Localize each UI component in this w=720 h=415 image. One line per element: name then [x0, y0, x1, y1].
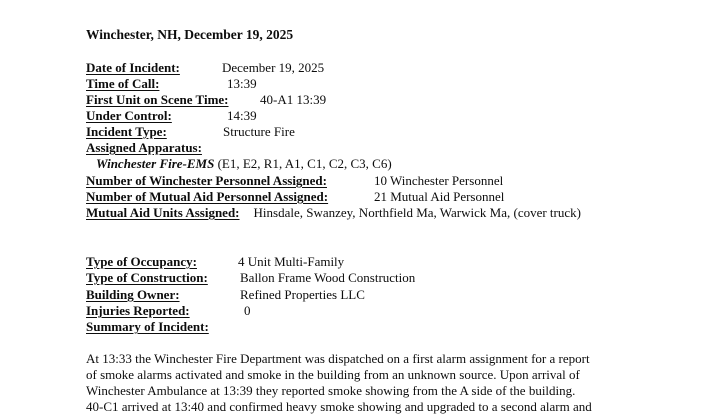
construction-label: Type of Construction: — [86, 270, 208, 285]
under-control-label: Under Control: — [86, 108, 172, 123]
apparatus-units: (E1, E2, R1, A1, C1, C2, C3, C6) — [217, 156, 392, 171]
mutual-aid-personnel-value: 21 Mutual Aid Personnel — [374, 189, 505, 204]
date-of-incident-value: December 19, 2025 — [222, 60, 325, 75]
apparatus-list-row — [96, 156, 392, 172]
assigned-apparatus-row — [86, 140, 202, 156]
building-owner-label: Building Owner: — [86, 287, 180, 302]
under-control-row — [86, 108, 257, 124]
injuries-row — [86, 303, 251, 319]
first-unit-value: 40-A1 13:39 — [260, 92, 327, 107]
date-of-incident-row — [86, 60, 325, 76]
winchester-personnel-label: Number of Winchester Personnel Assigned: — [86, 173, 327, 188]
summary-line: 40-C1 arrived at 13:40 and confirmed heavy smoke showing and upgraded to a second alarm and — [86, 399, 592, 414]
occupancy-row — [86, 254, 345, 270]
occupancy-label: Type of Occupancy: — [86, 254, 197, 269]
injuries-label: Injuries Reported: — [86, 303, 190, 318]
first-unit-row — [86, 92, 327, 108]
fire-dept-name: Winchester Fire-EMS — [96, 156, 215, 171]
summary-heading-row — [86, 319, 209, 335]
construction-value: Ballon Frame Wood Construction — [240, 270, 416, 285]
building-owner-row — [86, 287, 365, 303]
mutual-aid-units-value: Hinsdale, Swanzey, Northfield Ma, Warwick Ma, (cover truck) — [253, 205, 581, 220]
mutual-aid-units-row — [86, 205, 581, 221]
mutual-aid-units-label: Mutual Aid Units Assigned: — [86, 205, 240, 220]
mutual-aid-personnel-row — [86, 189, 505, 205]
summary-line: At 13:33 the Winchester Fire Department was dispatched on a first alarm assignment for a report — [86, 351, 590, 366]
incident-type-row — [86, 124, 295, 140]
mutual-aid-personnel-label: Number of Mutual Aid Personnel Assigned: — [86, 189, 329, 204]
summary-line: Winchester Ambulance at 13:39 they reported smoke showing from the A side of the building. — [86, 383, 576, 398]
winchester-personnel-value: 10 Winchester Personnel — [374, 173, 504, 188]
first-unit-label: First Unit on Scene Time: — [86, 92, 229, 107]
building-owner-value: Refined Properties LLC — [240, 287, 365, 302]
construction-row — [86, 270, 416, 286]
incident-type-value: Structure Fire — [223, 124, 295, 139]
time-of-call-value: 13:39 — [227, 76, 257, 91]
document-heading: Winchester, NH, December 19, 2025 — [86, 27, 294, 42]
incident-type-label: Incident Type: — [86, 124, 167, 139]
injuries-value: 0 — [244, 303, 251, 318]
time-of-call-label: Time of Call: — [86, 76, 160, 91]
under-control-value: 14:39 — [227, 108, 257, 123]
assigned-apparatus-label: Assigned Apparatus: — [86, 140, 202, 155]
date-of-incident-label: Date of Incident: — [86, 60, 180, 75]
occupancy-value: 4 Unit Multi-Family — [238, 254, 345, 269]
winchester-personnel-row — [86, 173, 504, 189]
summary-paragraph — [86, 351, 716, 415]
summary-line: of smoke alarms activated and smoke in the building from an unknown source. Upon arrival of — [86, 367, 580, 382]
summary-label: Summary of Incident: — [86, 319, 209, 334]
time-of-call-row — [86, 76, 257, 92]
